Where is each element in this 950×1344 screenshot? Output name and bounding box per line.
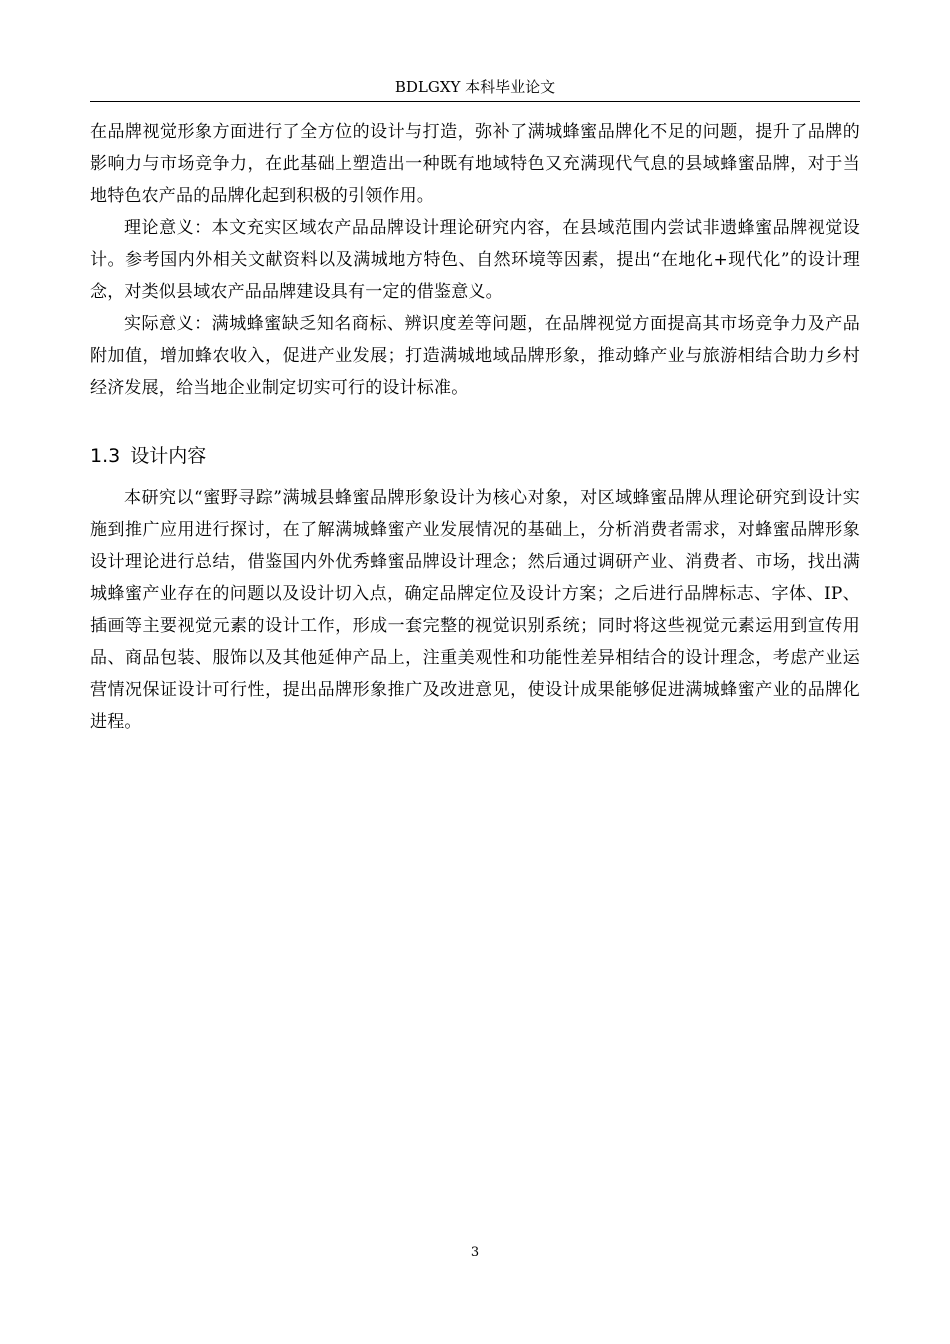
body-section-top	[90, 116, 860, 404]
section-number: 1.3	[90, 445, 121, 467]
paragraph-continuation: 在品牌视觉形象方面进行了全方位的设计与打造，弥补了满城蜂蜜品牌化不足的问题，提升了品牌的影响力与市场竞争力，在此基础上塑造出一种既有地域特色又充满现代气息的县域蜂蜜品牌，对于当地特色农产品的品牌化起到积极的引领作用。	[90, 122, 860, 206]
body-section-bottom	[90, 482, 860, 738]
section-title: 设计内容	[130, 445, 207, 467]
paragraph-theoretical-significance: 理论意义：本文充实区域农产品品牌设计理论研究内容，在县域范围内尝试非遗蜂蜜品牌视觉设计。参考国内外相关文献资料以及满城地方特色、自然环境等因素，提出“在地化+现代化”的设计理念，对类似县域农产品品牌建设具有一定的借鉴意义。	[90, 218, 860, 302]
header-rule	[90, 101, 860, 102]
paragraph-design-content: 本研究以“蜜野寻踪”满城县蜂蜜品牌形象设计为核心对象，对区域蜂蜜品牌从理论研究到设计实施到推广应用进行探讨，在了解满城蜂蜜产业发展情况的基础上，分析消费者需求，对蜂蜜品牌形象设计理论进行总结，借鉴国内外优秀蜂蜜品牌设计理念；然后通过调研产业、消费者、市场，找出满城蜂蜜产业存在的问题以及设计切入点，确定品牌定位及设计方案；之后进行品牌标志、字体、IP、插画等主要视觉元素的设计工作，形成一套完整的视觉识别系统；同时将这些视觉元素运用到宣传用品、商品包装、服饰以及其他延伸产品上，注重美观性和功能性差异相结合的设计理念，考虑产业运营情况保证设计可行性，提出品牌形象推广及改进意见，使设计成果能够促进满城蜂蜜产业的品牌化进程。	[90, 488, 860, 732]
section-heading	[90, 440, 860, 472]
page-number: 3	[470, 1245, 480, 1260]
running-header: BDLGXY 本科毕业论文	[394, 78, 556, 96]
paragraph-practical-significance: 实际意义：满城蜂蜜缺乏知名商标、辨识度差等问题，在品牌视觉方面提高其市场竞争力及产品附加值，增加蜂农收入，促进产业发展；打造满城地域品牌形象，推动蜂产业与旅游相结合助力乡村经济发展，给当地企业制定切实可行的设计标准。	[90, 314, 860, 398]
